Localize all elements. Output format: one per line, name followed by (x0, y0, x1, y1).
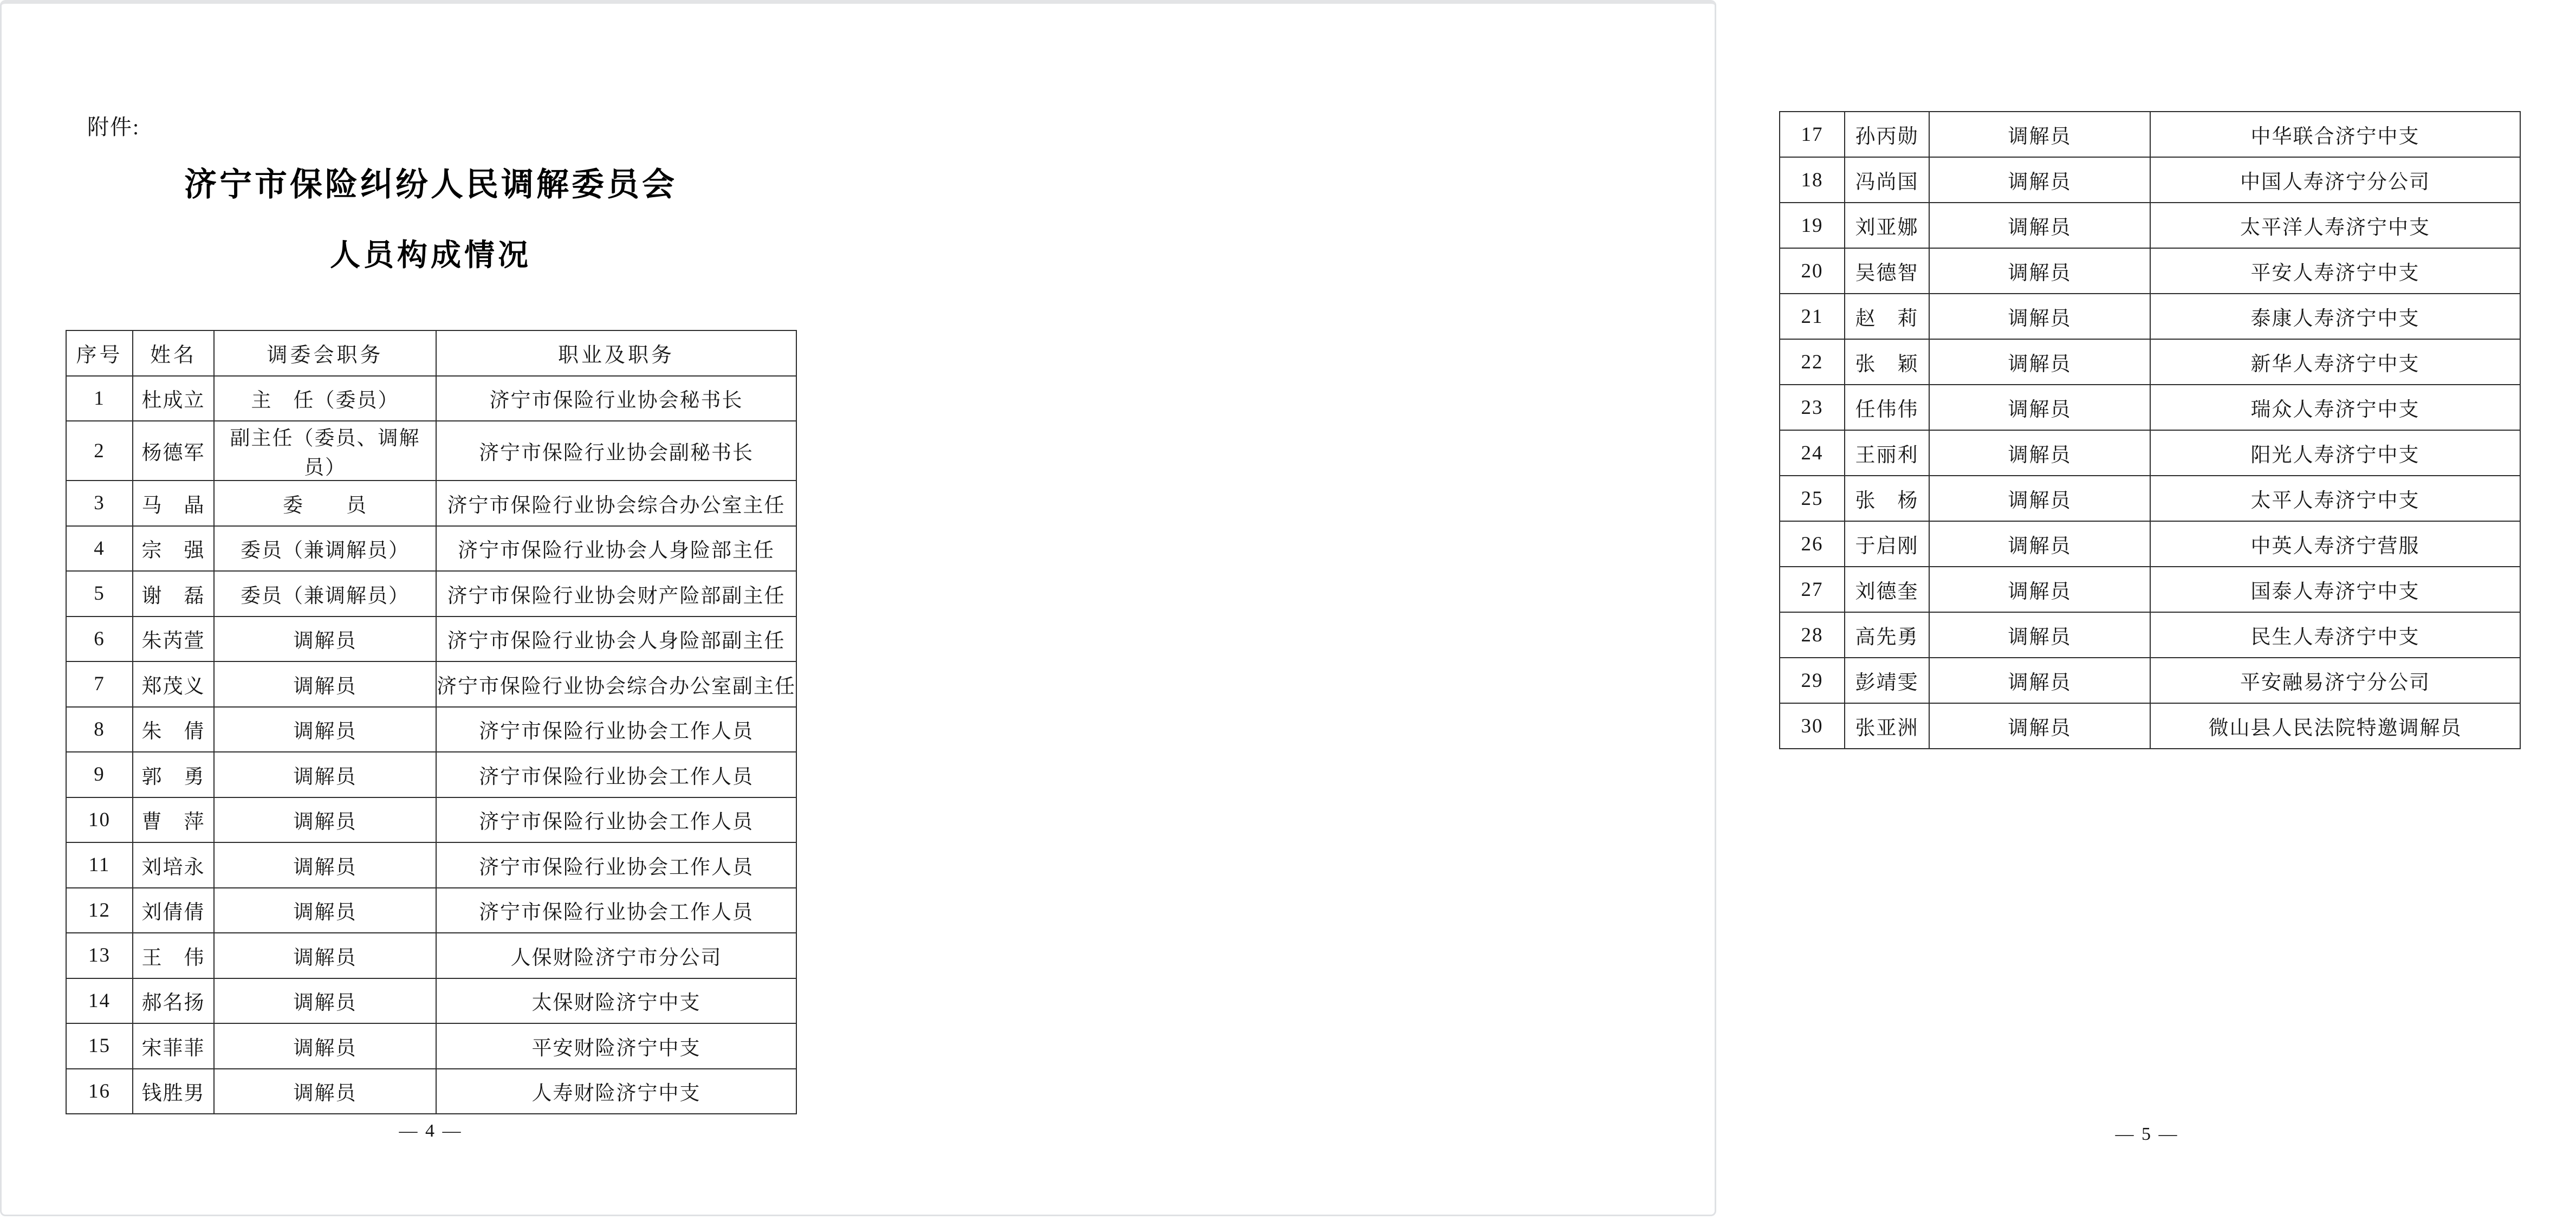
cell-occupation: 人保财险济宁市分公司 (436, 933, 796, 978)
cell-name: 郑茂义 (133, 661, 214, 707)
cell-position: 委员（兼调解员） (214, 526, 436, 572)
cell-occupation: 太保财险济宁中支 (436, 978, 796, 1024)
cell-name: 王 伟 (133, 933, 214, 978)
table-row (1780, 703, 2520, 749)
personnel-table-page-4 (66, 330, 797, 1114)
cell-occupation: 济宁市保险行业协会工作人员 (436, 797, 796, 843)
cell-name: 宗 强 (133, 526, 214, 572)
table-row (66, 752, 796, 797)
cell-occupation: 济宁市保险行业协会综合办公室主任 (436, 481, 796, 526)
cell-name: 宋菲菲 (133, 1023, 214, 1069)
cell-occupation: 济宁市保险行业协会财产险部副主任 (436, 571, 796, 617)
cell-name: 谢 磊 (133, 571, 214, 617)
cell-position: 调解员 (1929, 521, 2150, 567)
cell-serial: 9 (66, 752, 133, 797)
table-row (1780, 157, 2520, 203)
cell-serial: 1 (66, 376, 133, 421)
header-row (66, 330, 796, 376)
header-cell-position: 调委会职务 (214, 330, 436, 376)
table-row (66, 617, 796, 662)
cell-serial: 13 (66, 933, 133, 978)
attachment-label: 附件: (87, 115, 140, 139)
table-row (66, 933, 796, 978)
page-number-5: — 5 — (2115, 1124, 2179, 1144)
header-cell-name: 姓名 (133, 330, 214, 376)
cell-serial: 16 (66, 1069, 133, 1114)
cell-occupation: 济宁市保险行业协会工作人员 (436, 888, 796, 933)
cell-serial: 10 (66, 797, 133, 843)
cell-position: 调解员 (214, 797, 436, 843)
header-cell-occupation: 职业及职务 (436, 330, 796, 376)
cell-position: 调解员 (1929, 294, 2150, 339)
table-row (1780, 567, 2520, 612)
page-5 (860, 4, 2462, 1220)
table-row (1780, 658, 2520, 703)
cell-occupation: 中国人寿济宁分公司 (2150, 157, 2520, 203)
table-row (1780, 248, 2520, 294)
header-cell-serial: 序号 (66, 330, 133, 376)
cell-name: 朱 倩 (133, 707, 214, 752)
cell-position: 副主任（委员、调解员） (214, 421, 436, 481)
table-row (1780, 521, 2520, 567)
cell-name: 彭靖雯 (1845, 658, 1929, 703)
cell-occupation: 泰康人寿济宁中支 (2150, 294, 2520, 339)
cell-occupation: 新华人寿济宁中支 (2150, 339, 2520, 385)
cell-position: 调解员 (1929, 612, 2150, 658)
page-4 (2, 4, 860, 1220)
cell-occupation: 人寿财险济宁中支 (436, 1069, 796, 1114)
cell-position: 调解员 (214, 1069, 436, 1114)
cell-occupation: 国泰人寿济宁中支 (2150, 567, 2520, 612)
cell-position: 调解员 (1929, 567, 2150, 612)
cell-name: 张 颖 (1845, 339, 1929, 385)
cell-occupation: 太平人寿济宁中支 (2150, 476, 2520, 521)
cell-serial: 30 (1780, 703, 1845, 749)
cell-name: 刘亚娜 (1845, 203, 1929, 248)
cell-position: 调解员 (1929, 385, 2150, 430)
cell-serial: 2 (66, 421, 133, 481)
table-row (66, 707, 796, 752)
table-body-page-4 (66, 376, 796, 1114)
cell-name: 郝名扬 (133, 978, 214, 1024)
cell-position: 调解员 (214, 661, 436, 707)
cell-serial: 11 (66, 842, 133, 888)
document-title: 济宁市保险纠纷人民调解委员会 (184, 167, 677, 203)
cell-occupation: 瑞众人寿济宁中支 (2150, 385, 2520, 430)
cell-name: 冯尚国 (1845, 157, 1929, 203)
cell-position: 调解员 (1929, 430, 2150, 476)
table-row (1780, 112, 2520, 157)
cell-name: 王丽利 (1845, 430, 1929, 476)
table-row (66, 842, 796, 888)
cell-position: 调解员 (1929, 703, 2150, 749)
cell-position: 调解员 (214, 978, 436, 1024)
table-body-page-5 (1780, 112, 2520, 749)
cell-serial: 22 (1780, 339, 1845, 385)
table-row (66, 481, 796, 526)
cell-occupation: 太平洋人寿济宁中支 (2150, 203, 2520, 248)
cell-serial: 21 (1780, 294, 1845, 339)
cell-name: 朱芮萱 (133, 617, 214, 662)
table-row (66, 797, 796, 843)
cell-position: 调解员 (214, 752, 436, 797)
cell-name: 马 晶 (133, 481, 214, 526)
table-row (1780, 476, 2520, 521)
cell-serial: 4 (66, 526, 133, 572)
cell-name: 吴德智 (1845, 248, 1929, 294)
cell-occupation: 济宁市保险行业协会副秘书长 (436, 421, 796, 481)
cell-occupation: 平安融易济宁分公司 (2150, 658, 2520, 703)
cell-name: 张亚洲 (1845, 703, 1929, 749)
cell-occupation: 济宁市保险行业协会人身险部主任 (436, 526, 796, 572)
cell-occupation: 济宁市保险行业协会综合办公室副主任 (436, 661, 796, 707)
cell-occupation: 济宁市保险行业协会工作人员 (436, 707, 796, 752)
cell-serial: 17 (1780, 112, 1845, 157)
cell-position: 调解员 (214, 1023, 436, 1069)
cell-position: 委员（兼调解员） (214, 571, 436, 617)
table-row (66, 661, 796, 707)
table-row (66, 526, 796, 572)
cell-position: 调解员 (214, 842, 436, 888)
cell-serial: 27 (1780, 567, 1845, 612)
document-subtitle: 人员构成情况 (330, 239, 531, 272)
cell-serial: 18 (1780, 157, 1845, 203)
cell-serial: 15 (66, 1023, 133, 1069)
table-row (66, 421, 796, 481)
cell-serial: 19 (1780, 203, 1845, 248)
cell-serial: 3 (66, 481, 133, 526)
cell-position: 调解员 (214, 617, 436, 662)
table-row (1780, 294, 2520, 339)
cell-name: 刘倩倩 (133, 888, 214, 933)
table-row (1780, 430, 2520, 476)
cell-position: 委 员 (214, 481, 436, 526)
cell-position: 调解员 (214, 707, 436, 752)
table-row (66, 376, 796, 421)
table-row (1780, 385, 2520, 430)
cell-name: 任伟伟 (1845, 385, 1929, 430)
cell-name: 刘德奎 (1845, 567, 1929, 612)
table-row (66, 571, 796, 617)
table-row (1780, 612, 2520, 658)
cell-serial: 7 (66, 661, 133, 707)
cell-occupation: 济宁市保险行业协会工作人员 (436, 842, 796, 888)
cell-name: 钱胜男 (133, 1069, 214, 1114)
cell-position: 调解员 (1929, 476, 2150, 521)
cell-serial: 23 (1780, 385, 1845, 430)
cell-serial: 29 (1780, 658, 1845, 703)
cell-occupation: 平安财险济宁中支 (436, 1023, 796, 1069)
cell-serial: 14 (66, 978, 133, 1024)
cell-position: 调解员 (1929, 203, 2150, 248)
cell-name: 赵 莉 (1845, 294, 1929, 339)
cell-serial: 12 (66, 888, 133, 933)
cell-serial: 25 (1780, 476, 1845, 521)
cell-serial: 26 (1780, 521, 1845, 567)
table-row (1780, 203, 2520, 248)
cell-name: 曹 萍 (133, 797, 214, 843)
cell-name: 刘培永 (133, 842, 214, 888)
cell-occupation: 济宁市保险行业协会人身险部副主任 (436, 617, 796, 662)
cell-serial: 24 (1780, 430, 1845, 476)
cell-position: 调解员 (1929, 658, 2150, 703)
cell-position: 调解员 (1929, 248, 2150, 294)
cell-occupation: 济宁市保险行业协会工作人员 (436, 752, 796, 797)
cell-occupation: 中华联合济宁中支 (2150, 112, 2520, 157)
cell-serial: 20 (1780, 248, 1845, 294)
cell-name: 于启刚 (1845, 521, 1929, 567)
cell-name: 杨德军 (133, 421, 214, 481)
cell-occupation: 民生人寿济宁中支 (2150, 612, 2520, 658)
cell-occupation: 中英人寿济宁营服 (2150, 521, 2520, 567)
table-row (1780, 339, 2520, 385)
cell-name: 郭 勇 (133, 752, 214, 797)
cell-occupation: 济宁市保险行业协会秘书长 (436, 376, 796, 421)
cell-position: 调解员 (1929, 157, 2150, 203)
cell-position: 调解员 (214, 888, 436, 933)
table-row (66, 978, 796, 1024)
cell-name: 孙丙勋 (1845, 112, 1929, 157)
cell-name: 高先勇 (1845, 612, 1929, 658)
table-row (66, 1023, 796, 1069)
cell-position: 调解员 (214, 933, 436, 978)
cell-serial: 28 (1780, 612, 1845, 658)
cell-position: 调解员 (1929, 339, 2150, 385)
cell-name: 杜成立 (133, 376, 214, 421)
cell-serial: 5 (66, 571, 133, 617)
cell-serial: 6 (66, 617, 133, 662)
table-row (66, 1069, 796, 1114)
cell-serial: 8 (66, 707, 133, 752)
cell-occupation: 阳光人寿济宁中支 (2150, 430, 2520, 476)
cell-name: 张 杨 (1845, 476, 1929, 521)
cell-position: 主 任（委员） (214, 376, 436, 421)
cell-occupation: 平安人寿济宁中支 (2150, 248, 2520, 294)
cell-position: 调解员 (1929, 112, 2150, 157)
table-row (66, 888, 796, 933)
personnel-table-page-5 (1779, 111, 2521, 749)
cell-occupation: 微山县人民法院特邀调解员 (2150, 703, 2520, 749)
page-number-4: — 4 — (399, 1121, 463, 1141)
